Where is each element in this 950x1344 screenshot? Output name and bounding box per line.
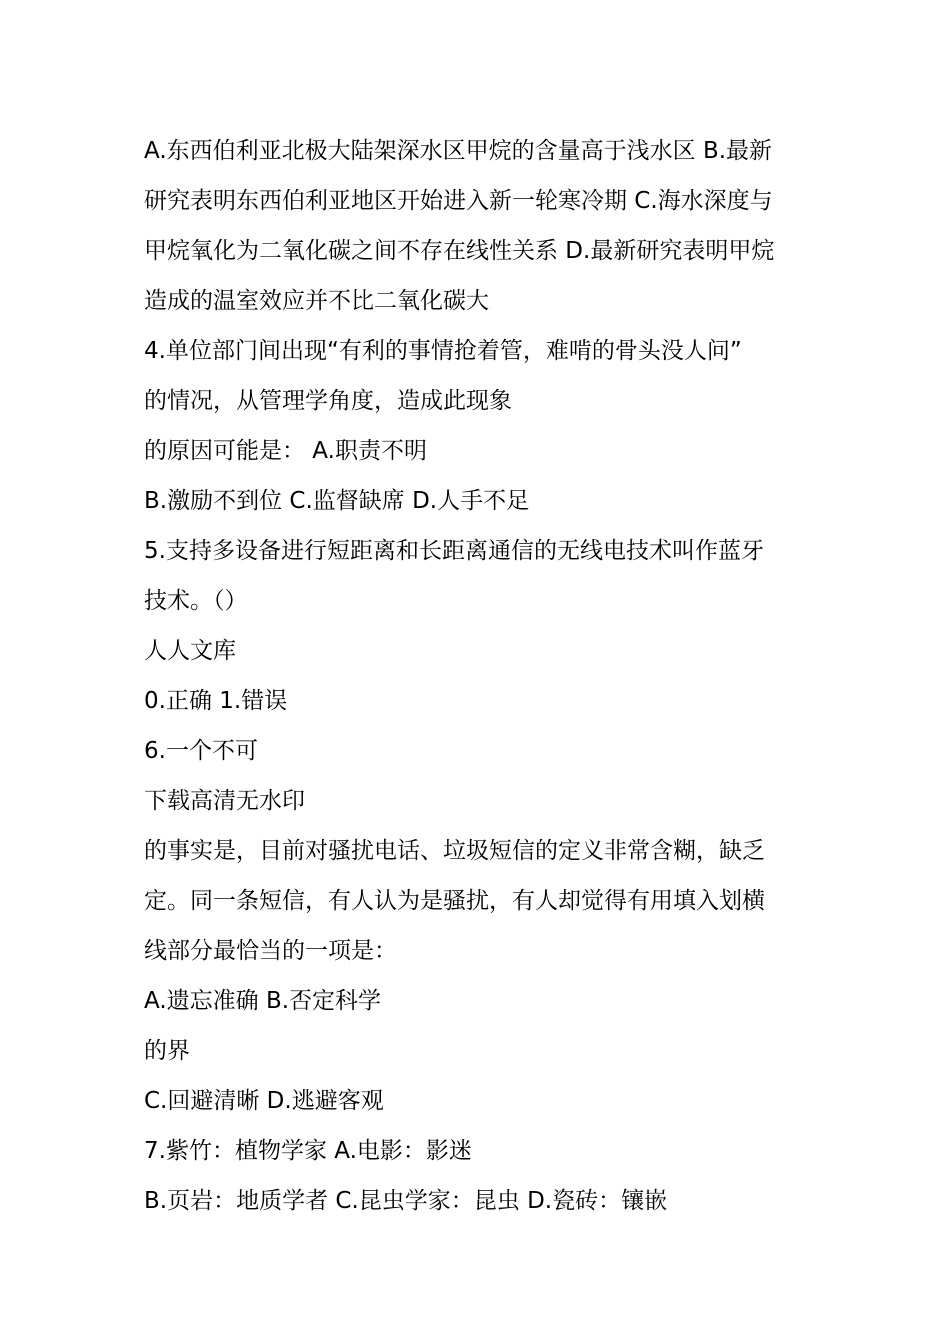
text-line: 线部分最恰当的一项是： <box>144 938 397 964</box>
text-line: 定。同一条短信，有人认为是骚扰，有人却觉得有用填入划横 <box>144 888 765 914</box>
text-line: 0.正确 1.错误 <box>144 688 288 714</box>
watermark-text: 人人文库 <box>144 638 236 664</box>
text-line: A.东西伯利亚北极大陆架深水区甲烷的含量高于浅水区 B.最新 <box>144 138 773 164</box>
text-line: 技术。（） <box>144 588 248 614</box>
text-line: 5.支持多设备进行短距离和长距离通信的无线电技术叫作蓝牙 <box>144 538 764 564</box>
text-line: 研究表明东西伯利亚地区开始进入新一轮寒冷期 C.海水深度与 <box>144 188 773 214</box>
text-line: A.遗忘准确 B.否定科学 <box>144 988 382 1014</box>
text-line: 的情况，从管理学角度，造成此现象 <box>144 388 512 414</box>
watermark-text: 下载高清无水印 <box>144 788 305 814</box>
text-line: 造成的温室效应并不比二氧化碳大 <box>144 288 489 314</box>
text-line: 的事实是，目前对骚扰电话、垃圾短信的定义非常含糊，缺乏 <box>144 838 765 864</box>
text-line: 的界 <box>144 1038 190 1064</box>
text-line: B.页岩：地质学者 C.昆虫学家：昆虫 D.瓷砖：镶嵌 <box>144 1188 668 1214</box>
text-line: B.激励不到位 C.监督缺席 D.人手不足 <box>144 488 530 514</box>
text-line: 6.一个不可 <box>144 738 258 764</box>
text-line: 7.紫竹：植物学家 A.电影：影迷 <box>144 1138 472 1164</box>
text-line: 甲烷氧化为二氧化碳之间不存在线性关系 D.最新研究表明甲烷 <box>144 238 775 264</box>
text-line: C.回避清晰 D.逃避客观 <box>144 1088 384 1114</box>
document-body <box>144 126 814 1226</box>
text-line: 的原因可能是： A.职责不明 <box>144 438 427 464</box>
text-line: 4.单位部门间出现“有利的事情抢着管，难啃的骨头没人问” <box>144 338 742 364</box>
